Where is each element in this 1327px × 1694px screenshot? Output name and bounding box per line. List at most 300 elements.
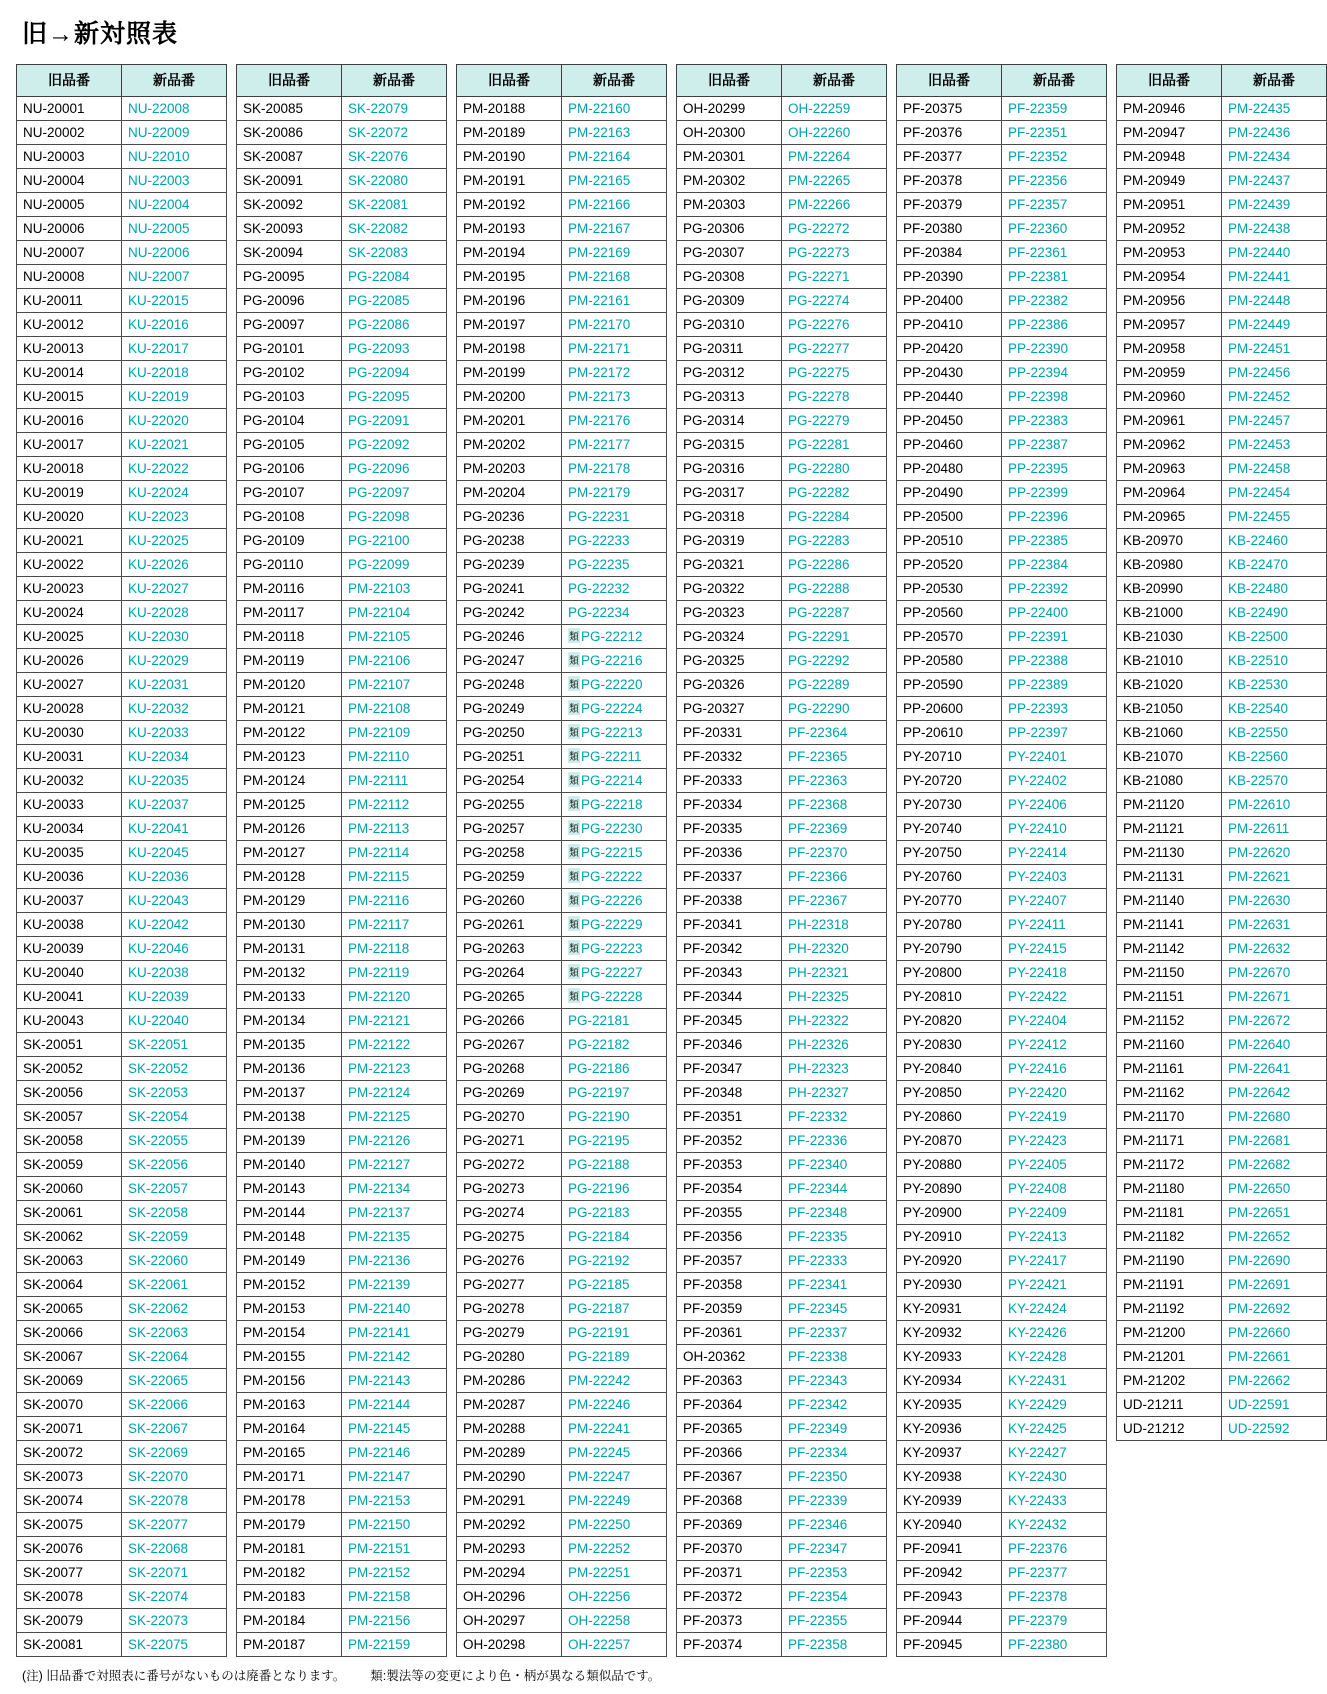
old-part-number: PF-20343 xyxy=(677,961,782,985)
new-part-number: PG-22182 xyxy=(562,1033,667,1057)
old-part-number: PG-20246 xyxy=(457,625,562,649)
new-part-number: PM-22652 xyxy=(1222,1225,1327,1249)
table-row xyxy=(677,1321,887,1345)
new-part-number: PM-22630 xyxy=(1222,889,1327,913)
new-part-number: PM-22176 xyxy=(562,409,667,433)
old-part-number: SK-20065 xyxy=(17,1297,122,1321)
old-part-number: PM-20164 xyxy=(237,1417,342,1441)
old-part-number: PM-20291 xyxy=(457,1489,562,1513)
old-part-number: PM-20959 xyxy=(1117,361,1222,385)
new-part-number: PM-22437 xyxy=(1222,169,1327,193)
table-row xyxy=(457,217,667,241)
table-row xyxy=(17,1489,227,1513)
old-part-number: PM-20139 xyxy=(237,1129,342,1153)
table-row xyxy=(457,625,667,649)
new-part-number: PG-22099 xyxy=(342,553,447,577)
old-part-number: PF-20344 xyxy=(677,985,782,1009)
table-row xyxy=(677,193,887,217)
new-part-number: KY-22424 xyxy=(1002,1297,1107,1321)
table-row xyxy=(457,841,667,865)
table-row xyxy=(1117,1369,1327,1393)
table-row xyxy=(17,1465,227,1489)
table-row xyxy=(457,193,667,217)
new-part-number: SK-22081 xyxy=(342,193,447,217)
old-part-number: PF-20377 xyxy=(897,145,1002,169)
table-row xyxy=(1117,265,1327,289)
table-row xyxy=(897,193,1107,217)
page-title: 旧→新対照表 xyxy=(22,20,179,48)
table-row xyxy=(17,721,227,745)
new-part-number: PM-22139 xyxy=(342,1273,447,1297)
table-row xyxy=(457,1033,667,1057)
old-part-number: PF-20371 xyxy=(677,1561,782,1585)
similar-item-mark: 類 xyxy=(568,652,580,667)
new-part-number: PG-22234 xyxy=(562,601,667,625)
new-part-number: PG-22186 xyxy=(562,1057,667,1081)
table-row xyxy=(17,97,227,121)
old-part-number: PM-20183 xyxy=(237,1585,342,1609)
table-row xyxy=(677,1489,887,1513)
table-row xyxy=(17,841,227,865)
old-part-number: PF-20358 xyxy=(677,1273,782,1297)
table-row xyxy=(457,145,667,169)
new-part-number: SK-22051 xyxy=(122,1033,227,1057)
new-part-number: PM-22651 xyxy=(1222,1201,1327,1225)
table-row xyxy=(1117,433,1327,457)
table-row xyxy=(457,721,667,745)
table-row xyxy=(17,217,227,241)
new-part-number: PH-22323 xyxy=(782,1057,887,1081)
old-part-number: PG-20308 xyxy=(677,265,782,289)
old-part-number: PF-20366 xyxy=(677,1441,782,1465)
old-part-number: PM-21170 xyxy=(1117,1105,1222,1129)
new-part-number: PG-22195 xyxy=(562,1129,667,1153)
new-part-number: PM-22106 xyxy=(342,649,447,673)
new-part-number: PP-22400 xyxy=(1002,601,1107,625)
table-row xyxy=(457,169,667,193)
new-part-number: PH-22326 xyxy=(782,1033,887,1057)
table-row xyxy=(17,553,227,577)
old-part-number: PM-20182 xyxy=(237,1561,342,1585)
table-row xyxy=(897,217,1107,241)
new-part-number: PG-22191 xyxy=(562,1321,667,1345)
table-row xyxy=(457,1297,667,1321)
table-row xyxy=(17,1561,227,1585)
old-part-number: KY-20935 xyxy=(897,1393,1002,1417)
table-row xyxy=(677,1057,887,1081)
similar-item-mark: 類 xyxy=(568,796,580,811)
new-part-number: PM-22145 xyxy=(342,1417,447,1441)
table-row xyxy=(237,721,447,745)
table-row xyxy=(1117,193,1327,217)
old-part-number: PM-20143 xyxy=(237,1177,342,1201)
old-part-number: PP-20460 xyxy=(897,433,1002,457)
old-part-number: KU-20019 xyxy=(17,481,122,505)
old-part-number: PG-20278 xyxy=(457,1297,562,1321)
old-part-number: PY-20780 xyxy=(897,913,1002,937)
new-part-number: 類 PG-22230 xyxy=(562,817,667,841)
new-part-number: SK-22052 xyxy=(122,1057,227,1081)
old-part-number: PM-20197 xyxy=(457,313,562,337)
new-part-number: PM-22119 xyxy=(342,961,447,985)
table-row xyxy=(677,1513,887,1537)
old-part-number: PG-20250 xyxy=(457,721,562,745)
new-part-number: PM-22108 xyxy=(342,697,447,721)
new-part-number: PM-22620 xyxy=(1222,841,1327,865)
table-row xyxy=(1117,1009,1327,1033)
old-part-number: PG-20107 xyxy=(237,481,342,505)
old-part-number: PM-20140 xyxy=(237,1153,342,1177)
table-row xyxy=(17,433,227,457)
old-part-number: PG-20277 xyxy=(457,1273,562,1297)
old-part-number: PM-21161 xyxy=(1117,1057,1222,1081)
table-row xyxy=(457,433,667,457)
table-row xyxy=(237,1513,447,1537)
old-part-number: PG-20312 xyxy=(677,361,782,385)
new-part-number: PF-22354 xyxy=(782,1585,887,1609)
new-part-number: SK-22056 xyxy=(122,1153,227,1177)
old-part-number: PY-20870 xyxy=(897,1129,1002,1153)
new-part-number: PM-22115 xyxy=(342,865,447,889)
new-part-number: PG-22286 xyxy=(782,553,887,577)
new-part-number: PM-22116 xyxy=(342,889,447,913)
new-part-number: KU-22025 xyxy=(122,529,227,553)
table-row xyxy=(1117,313,1327,337)
table-row xyxy=(677,1033,887,1057)
old-part-number: PM-21192 xyxy=(1117,1297,1222,1321)
old-part-number: KB-21020 xyxy=(1117,673,1222,697)
table-row xyxy=(457,481,667,505)
new-part-number: PM-22150 xyxy=(342,1513,447,1537)
old-part-number: PG-20101 xyxy=(237,337,342,361)
table-row xyxy=(457,1153,667,1177)
old-part-number: PF-20357 xyxy=(677,1249,782,1273)
old-part-number: KB-21080 xyxy=(1117,769,1222,793)
old-part-number: PM-21152 xyxy=(1117,1009,1222,1033)
old-part-number: SK-20059 xyxy=(17,1153,122,1177)
new-part-number: PF-22341 xyxy=(782,1273,887,1297)
table-row xyxy=(677,1081,887,1105)
new-part-number: PM-22111 xyxy=(342,769,447,793)
old-part-number: PM-20201 xyxy=(457,409,562,433)
old-part-number: PY-20760 xyxy=(897,865,1002,889)
new-part-number: PM-22247 xyxy=(562,1465,667,1489)
table-row xyxy=(17,817,227,841)
old-part-number: PG-20266 xyxy=(457,1009,562,1033)
new-part-number: PG-22096 xyxy=(342,457,447,481)
new-part-number: PM-22121 xyxy=(342,1009,447,1033)
table-row xyxy=(897,697,1107,721)
table-row xyxy=(237,673,447,697)
new-part-number: PY-22402 xyxy=(1002,769,1107,793)
column-header-new: 新品番 xyxy=(122,65,227,97)
old-part-number: PM-20951 xyxy=(1117,193,1222,217)
table-row xyxy=(17,1609,227,1633)
table-row xyxy=(897,625,1107,649)
new-part-number: PG-22283 xyxy=(782,529,887,553)
table-row xyxy=(17,1177,227,1201)
table-row xyxy=(17,457,227,481)
new-part-number: PM-22441 xyxy=(1222,265,1327,289)
table-row xyxy=(457,1609,667,1633)
new-part-number: PP-22384 xyxy=(1002,553,1107,577)
old-part-number: SK-20094 xyxy=(237,241,342,265)
table-row xyxy=(677,1273,887,1297)
new-part-number: 類 PG-22224 xyxy=(562,697,667,721)
table-row xyxy=(237,409,447,433)
new-part-number: PF-22338 xyxy=(782,1345,887,1369)
new-part-number: KU-22040 xyxy=(122,1009,227,1033)
old-part-number: PG-20097 xyxy=(237,313,342,337)
new-part-number: PF-22359 xyxy=(1002,97,1107,121)
table-row xyxy=(237,1057,447,1081)
table-row xyxy=(1117,1273,1327,1297)
old-part-number: KU-20015 xyxy=(17,385,122,409)
footnote-left: (注) 旧品番で対照表に番号がないものは廃番となります。 xyxy=(22,1669,346,1683)
new-part-number: PF-22365 xyxy=(782,745,887,769)
new-part-number: PF-22348 xyxy=(782,1201,887,1225)
old-part-number: PF-20372 xyxy=(677,1585,782,1609)
old-part-number: KY-20936 xyxy=(897,1417,1002,1441)
table-row xyxy=(17,193,227,217)
old-part-number: KU-20038 xyxy=(17,913,122,937)
conversion-table xyxy=(896,64,1107,1657)
table-row xyxy=(677,1393,887,1417)
old-part-number: PM-20135 xyxy=(237,1033,342,1057)
old-part-number: KU-20013 xyxy=(17,337,122,361)
table-row xyxy=(1117,1105,1327,1129)
old-part-number: PG-20324 xyxy=(677,625,782,649)
table-row xyxy=(1117,841,1327,865)
table-row xyxy=(457,1465,667,1489)
old-part-number: KU-20028 xyxy=(17,697,122,721)
old-part-number: OH-20362 xyxy=(677,1345,782,1369)
table-row xyxy=(457,361,667,385)
table-row xyxy=(457,937,667,961)
table-row xyxy=(1117,601,1327,625)
old-part-number: PM-20952 xyxy=(1117,217,1222,241)
new-part-number: PY-22411 xyxy=(1002,913,1107,937)
table-row xyxy=(1117,865,1327,889)
old-part-number: PM-20204 xyxy=(457,481,562,505)
table-row xyxy=(237,937,447,961)
old-part-number: SK-20076 xyxy=(17,1537,122,1561)
old-part-number: PG-20327 xyxy=(677,697,782,721)
old-part-number: PG-20276 xyxy=(457,1249,562,1273)
new-part-number: KU-22033 xyxy=(122,721,227,745)
new-part-number: PP-22399 xyxy=(1002,481,1107,505)
old-part-number: PM-20953 xyxy=(1117,241,1222,265)
table-row xyxy=(237,1585,447,1609)
old-part-number: PP-20610 xyxy=(897,721,1002,745)
old-part-number: PM-20118 xyxy=(237,625,342,649)
old-part-number: SK-20052 xyxy=(17,1057,122,1081)
table-row xyxy=(457,673,667,697)
table-row xyxy=(457,121,667,145)
table-row xyxy=(457,913,667,937)
new-part-number: PP-22397 xyxy=(1002,721,1107,745)
new-part-number: PG-22196 xyxy=(562,1177,667,1201)
new-part-number: KB-22500 xyxy=(1222,625,1327,649)
table-row xyxy=(237,1561,447,1585)
old-part-number: PG-20104 xyxy=(237,409,342,433)
new-part-number: PF-22357 xyxy=(1002,193,1107,217)
table-row xyxy=(1117,1417,1327,1441)
table-header-row xyxy=(457,65,667,97)
new-part-number: PM-22144 xyxy=(342,1393,447,1417)
new-part-number: PM-22120 xyxy=(342,985,447,1009)
table-row xyxy=(237,361,447,385)
new-part-number: PM-22158 xyxy=(342,1585,447,1609)
old-part-number: SK-20062 xyxy=(17,1225,122,1249)
table-row xyxy=(237,1105,447,1129)
old-part-number: PP-20490 xyxy=(897,481,1002,505)
table-row xyxy=(237,745,447,769)
old-part-number: PY-20740 xyxy=(897,817,1002,841)
new-part-number: 類 PG-22215 xyxy=(562,841,667,865)
old-part-number: KU-20040 xyxy=(17,961,122,985)
table-row xyxy=(677,433,887,457)
old-part-number: KU-20024 xyxy=(17,601,122,625)
old-part-number: PM-20200 xyxy=(457,385,562,409)
similar-item-mark: 類 xyxy=(568,844,580,859)
old-part-number: PG-20275 xyxy=(457,1225,562,1249)
new-part-number: PM-22448 xyxy=(1222,289,1327,313)
table-row xyxy=(17,289,227,313)
old-part-number: PP-20400 xyxy=(897,289,1002,313)
old-part-number: SK-20063 xyxy=(17,1249,122,1273)
table-row xyxy=(457,265,667,289)
table-row xyxy=(677,745,887,769)
table-row xyxy=(677,121,887,145)
new-part-number: PG-22098 xyxy=(342,505,447,529)
new-part-number: PF-22350 xyxy=(782,1465,887,1489)
old-part-number: NU-20004 xyxy=(17,169,122,193)
old-part-number: PF-20346 xyxy=(677,1033,782,1057)
new-part-number: PM-22661 xyxy=(1222,1345,1327,1369)
table-row xyxy=(17,1441,227,1465)
new-part-number: PF-22349 xyxy=(782,1417,887,1441)
old-part-number: PG-20109 xyxy=(237,529,342,553)
table-row xyxy=(897,505,1107,529)
old-part-number: PM-20947 xyxy=(1117,121,1222,145)
new-part-number: PY-22406 xyxy=(1002,793,1107,817)
table-row xyxy=(1117,145,1327,169)
old-part-number: SK-20085 xyxy=(237,97,342,121)
similar-item-mark: 類 xyxy=(568,700,580,715)
table-row xyxy=(237,1369,447,1393)
old-part-number: PG-20268 xyxy=(457,1057,562,1081)
new-part-number: SK-22062 xyxy=(122,1297,227,1321)
new-part-number: PP-22393 xyxy=(1002,697,1107,721)
new-part-number: PM-22440 xyxy=(1222,241,1327,265)
new-part-number: KU-22031 xyxy=(122,673,227,697)
new-part-number: PM-22140 xyxy=(342,1297,447,1321)
old-part-number: PP-20480 xyxy=(897,457,1002,481)
table-row xyxy=(237,985,447,1009)
table-row xyxy=(237,1129,447,1153)
table-row xyxy=(897,577,1107,601)
old-part-number: KY-20933 xyxy=(897,1345,1002,1369)
new-part-number: KU-22043 xyxy=(122,889,227,913)
table-row xyxy=(457,745,667,769)
new-part-number: PP-22392 xyxy=(1002,577,1107,601)
table-row xyxy=(457,1105,667,1129)
table-row xyxy=(1117,793,1327,817)
new-part-number: PG-22271 xyxy=(782,265,887,289)
old-part-number: PM-20149 xyxy=(237,1249,342,1273)
new-part-number: PY-22423 xyxy=(1002,1129,1107,1153)
table-row xyxy=(1117,697,1327,721)
table-row xyxy=(237,505,447,529)
new-part-number: PM-22453 xyxy=(1222,433,1327,457)
similar-item-mark: 類 xyxy=(568,820,580,835)
old-part-number: PF-20369 xyxy=(677,1513,782,1537)
new-part-number: KB-22470 xyxy=(1222,553,1327,577)
new-part-number: PY-22420 xyxy=(1002,1081,1107,1105)
table-row xyxy=(677,1561,887,1585)
old-part-number: NU-20003 xyxy=(17,145,122,169)
old-part-number: PP-20430 xyxy=(897,361,1002,385)
new-part-number: PM-22642 xyxy=(1222,1081,1327,1105)
old-part-number: KU-20039 xyxy=(17,937,122,961)
new-part-number: PF-22352 xyxy=(1002,145,1107,169)
table-row xyxy=(677,1369,887,1393)
old-part-number: PY-20860 xyxy=(897,1105,1002,1129)
old-part-number: PM-20294 xyxy=(457,1561,562,1585)
table-row xyxy=(237,577,447,601)
old-part-number: PM-21142 xyxy=(1117,937,1222,961)
table-row xyxy=(237,601,447,625)
old-part-number: PM-20303 xyxy=(677,193,782,217)
old-part-number: PM-20960 xyxy=(1117,385,1222,409)
old-part-number: PF-20352 xyxy=(677,1129,782,1153)
old-part-number: PM-20965 xyxy=(1117,505,1222,529)
new-part-number: PF-22342 xyxy=(782,1393,887,1417)
table-row xyxy=(237,481,447,505)
new-part-number: PM-22245 xyxy=(562,1441,667,1465)
old-part-number: PG-20325 xyxy=(677,649,782,673)
table-row xyxy=(897,1225,1107,1249)
new-part-number: KB-22550 xyxy=(1222,721,1327,745)
table-row xyxy=(897,1201,1107,1225)
old-part-number: PM-20154 xyxy=(237,1321,342,1345)
old-part-number: PM-20190 xyxy=(457,145,562,169)
new-part-number: PM-22135 xyxy=(342,1225,447,1249)
new-part-number: KU-22046 xyxy=(122,937,227,961)
new-part-number: PG-22183 xyxy=(562,1201,667,1225)
table-row xyxy=(457,1057,667,1081)
old-part-number: PG-20310 xyxy=(677,313,782,337)
table-row xyxy=(677,145,887,169)
old-part-number: PM-20122 xyxy=(237,721,342,745)
table-row xyxy=(677,1177,887,1201)
old-part-number: PF-20368 xyxy=(677,1489,782,1513)
table-header-row xyxy=(17,65,227,97)
new-part-number: PH-22325 xyxy=(782,985,887,1009)
old-part-number: PM-21201 xyxy=(1117,1345,1222,1369)
new-part-number: PM-22110 xyxy=(342,745,447,769)
new-part-number: KY-22431 xyxy=(1002,1369,1107,1393)
old-part-number: PM-21121 xyxy=(1117,817,1222,841)
table-row xyxy=(677,409,887,433)
old-part-number: PM-21180 xyxy=(1117,1177,1222,1201)
old-part-number: KU-20016 xyxy=(17,409,122,433)
new-part-number: NU-22007 xyxy=(122,265,227,289)
new-part-number: KU-22020 xyxy=(122,409,227,433)
old-part-number: PF-20351 xyxy=(677,1105,782,1129)
new-part-number: PM-22251 xyxy=(562,1561,667,1585)
